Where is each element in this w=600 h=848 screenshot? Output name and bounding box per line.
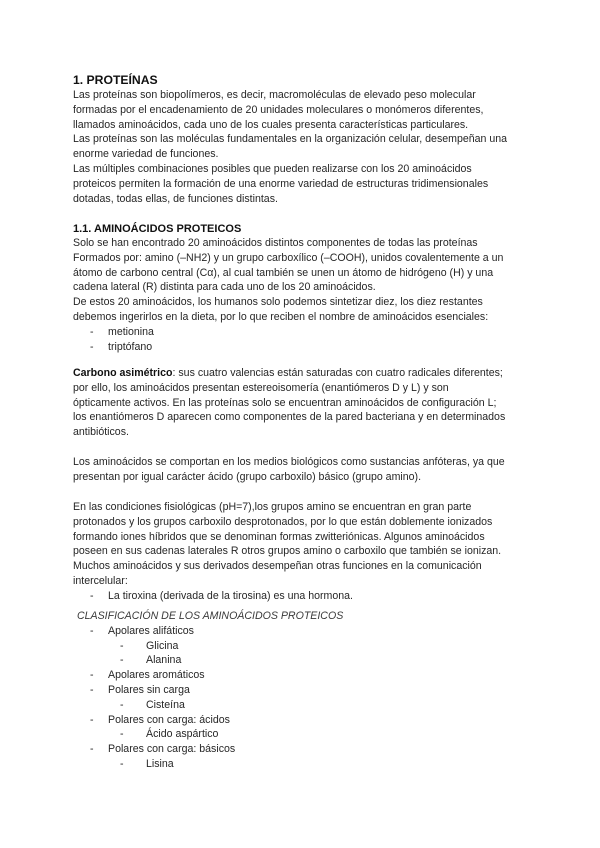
text-line: En las condiciones fisiológicas (pH=7),los grupos amino se encuentran en gran parte (73, 501, 472, 513)
list-item (73, 742, 533, 757)
text-line: antibióticos. (73, 426, 129, 439)
section-title-aminoacidos: 1.1. AMINOÁCIDOS PROTEICOS (73, 223, 242, 235)
intro-paragraph (73, 88, 533, 206)
list-subitem (73, 727, 533, 742)
text-line: presentan por igual carácter ácido (grupo carboxilo) básico (grupo amino). (73, 470, 422, 483)
asymmetric-carbon-paragraph (73, 366, 533, 440)
list-subitem (73, 698, 533, 713)
aminoacid-name: Glicina (146, 639, 179, 652)
text-line: intercelular: (73, 574, 128, 587)
text-line: átomo de carbono central (Cα), al cual también se unen un átomo de hidrógeno (H) y una (73, 266, 494, 279)
text-line: ópticamente activos. En las proteínas solo se encuentran aminoácidos de configuración L; (73, 396, 497, 409)
dash-bullet: - (90, 624, 94, 637)
text-line: formando iones híbridos que se denominan formas zwitteriónicas. Algunos aminoácidos (73, 530, 485, 543)
list-item (73, 325, 533, 340)
text-line: Las múltiples combinaciones posibles que pueden realizarse con los 20 aminoácidos (73, 162, 472, 175)
text-line: proteicos permiten la formación de una enorme variedad de estructuras tridimensionales (73, 177, 489, 190)
list-subitem (73, 639, 533, 654)
asym-label: Carbono asimétrico (73, 367, 173, 379)
list-item (73, 340, 533, 355)
text-line: Los aminoácidos se comportan en los medios biológicos como sustancias anfóteras, ya que (73, 456, 505, 468)
text-line: Las proteínas son las moléculas fundamentales en la organización celular, desempeñan una (73, 133, 508, 146)
text-line: Las proteínas son biopolímeros, es decir, macromoléculas de elevado peso molecular (73, 89, 476, 101)
text-line: Muchos aminoácidos y sus derivados desempeñan otras funciones en la comunicación (73, 560, 482, 573)
essential-aminoacid: triptófano (108, 340, 153, 353)
dash-bullet: - (120, 728, 124, 741)
dash-bullet: - (90, 743, 94, 756)
aminoacid-name: Cisteína (146, 698, 185, 711)
text-line: Solo se han encontrado 20 aminoácidos distintos componentes de todas las proteínas (73, 237, 478, 249)
text-line: enorme variedad de funciones. (73, 148, 219, 161)
list-item (73, 624, 533, 639)
text-line: los enantiómeros D aparecen como componentes de la pared bacteriana y en determinados (73, 411, 506, 424)
aminoacid-name: Alanina (146, 654, 182, 667)
list-subitem (73, 757, 533, 772)
text-line: por ello, los aminoácidos presentan estereoisomería (enantiómeros D y L) y son (73, 381, 449, 394)
text-line: cadena lateral (R) distinta para cada uno de los 20 aminoácidos. (73, 281, 376, 294)
group-label: Apolares aromáticos (108, 669, 205, 682)
group-label: Polares sin carga (108, 683, 190, 696)
list-item (73, 683, 533, 698)
dash-bullet: - (120, 654, 124, 667)
dash-bullet: - (90, 325, 94, 338)
group-label: Polares con carga: ácidos (108, 713, 230, 726)
text-line: dotadas, todas ellas, de funciones distintas. (73, 192, 278, 205)
text-line (73, 366, 533, 381)
aminoacid-name: Ácido aspártico (146, 728, 219, 741)
classification-title: CLASIFICACIÓN DE LOS AMINOÁCIDOS PROTEICOS (77, 610, 344, 622)
list-item (73, 589, 533, 604)
dash-bullet: - (90, 683, 94, 696)
dash-bullet: - (90, 713, 94, 726)
text-line: Formados por: amino (–NH2) y un grupo carboxílico (–COOH), unidos covalentemente a un (73, 251, 504, 264)
dash-bullet: - (90, 589, 94, 602)
group-label: Polares con carga: básicos (108, 743, 236, 756)
dash-bullet: - (90, 669, 94, 682)
dash-bullet: - (120, 639, 124, 652)
amphoteric-paragraph (73, 455, 533, 485)
hormone-item: La tiroxina (derivada de la tirosina) es una hormona. (108, 589, 353, 602)
text-line: poseen en sus cadenas laterales R otros grupos amino o carboxilo que también se ionizan. (73, 545, 502, 558)
asym-first: : sus cuatro valencias están saturadas con cuatro radicales diferentes; (172, 367, 503, 379)
classification-list (73, 609, 533, 772)
text-line: protonados y los grupos carboxilo desprotonados, por lo que están doblemente ionizados (73, 515, 493, 528)
group-label: Apolares alifáticos (108, 624, 194, 637)
list-item (73, 713, 533, 728)
dash-bullet: - (120, 757, 124, 770)
text-line: De estos 20 aminoácidos, los humanos solo podemos sintetizar diez, los diez restantes (73, 296, 483, 309)
aminoacid-name: Lisina (146, 757, 174, 770)
text-line: formadas por el encadenamiento de 20 unidades moleculares o monómeros diferentes, (73, 103, 484, 116)
aminoacids-paragraph (73, 236, 533, 354)
list-subitem (73, 653, 533, 668)
physiological-paragraph (73, 500, 533, 604)
text-line: debemos ingerirlos en la dieta, por lo que reciben el nombre de aminoácidos esenciales: (73, 310, 489, 323)
dash-bullet: - (120, 698, 124, 711)
section-title-proteinas: 1. PROTEÍNAS (73, 73, 158, 87)
essential-aminoacid: metionina (108, 325, 154, 338)
text-line: llamados aminoácidos, cada uno de los cuales presenta características particulares. (73, 118, 469, 131)
dash-bullet: - (90, 340, 94, 353)
list-item (73, 668, 533, 683)
